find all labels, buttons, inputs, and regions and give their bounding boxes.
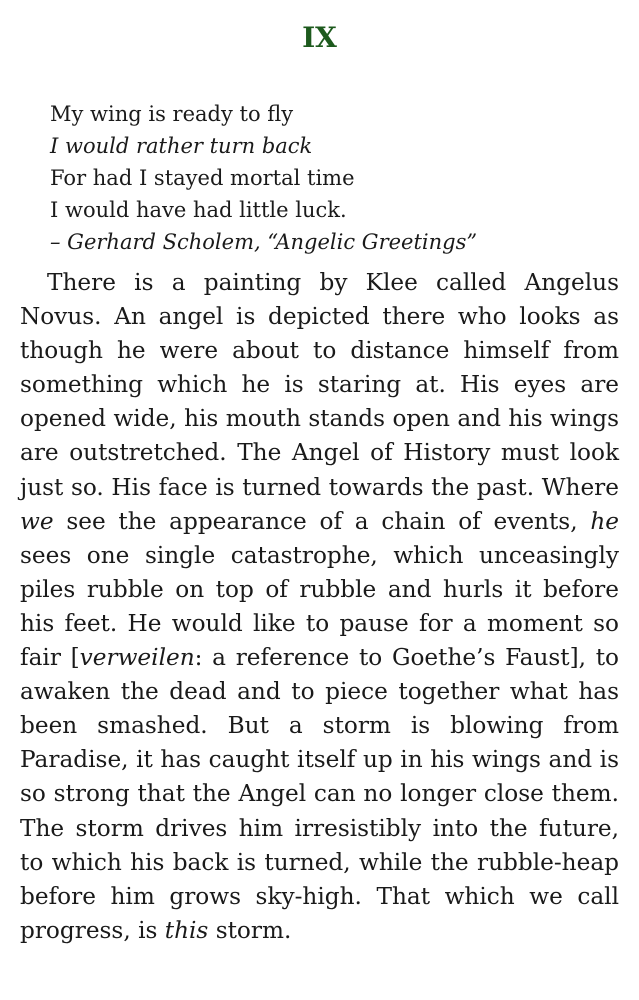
body-text-segment: sees one single catastrophe, which unceasingly piles rubble on top of rubble and hurls it before his feet. He would like to pause for a moment so fair [ xyxy=(20,541,619,672)
body-text-segment: There is a painting by Klee called Angelus Novus. An angel is depicted there who looks as though he were about to distance himself from something which he is staring at. His eyes are opened wide, his mouth stands open and his wings are outstretched. The Angel of History must look just so. His face is turned towards the past. Where xyxy=(20,269,619,501)
epigraph-line: I would have had little luck. xyxy=(50,198,347,222)
body-text-segment: see the appearance of a chain of events, xyxy=(53,507,591,535)
body-text-segment: : a reference to Goethe’s Faust], to awaken the dead and to piece together what has been smashed. But a storm is blowing from Paradise, it has caught itself up in his wings and is so strong that the Angel can no longer close them. The storm drives him irresistibly into the future, to which his back is turned, while the rubble-heap before him grows sky-high. That which we call progress, is xyxy=(20,644,619,944)
epigraph-attribution: – Gerhard Scholem, “Angelic Greetings” xyxy=(50,230,478,254)
epigraph-line: My wing is ready to fly xyxy=(50,102,294,126)
epigraph xyxy=(50,98,630,258)
body-emphasis: verweilen xyxy=(79,644,195,672)
body-emphasis: this xyxy=(164,916,209,944)
chapter-heading: IX xyxy=(302,21,337,54)
body-emphasis: he xyxy=(590,507,619,535)
body-text-segment: storm. xyxy=(208,916,292,944)
body-emphasis: we xyxy=(20,507,54,535)
epigraph-line: I would rather turn back xyxy=(50,134,313,158)
body-paragraph xyxy=(20,266,619,948)
epigraph-line: For had I stayed mortal time xyxy=(50,166,355,190)
